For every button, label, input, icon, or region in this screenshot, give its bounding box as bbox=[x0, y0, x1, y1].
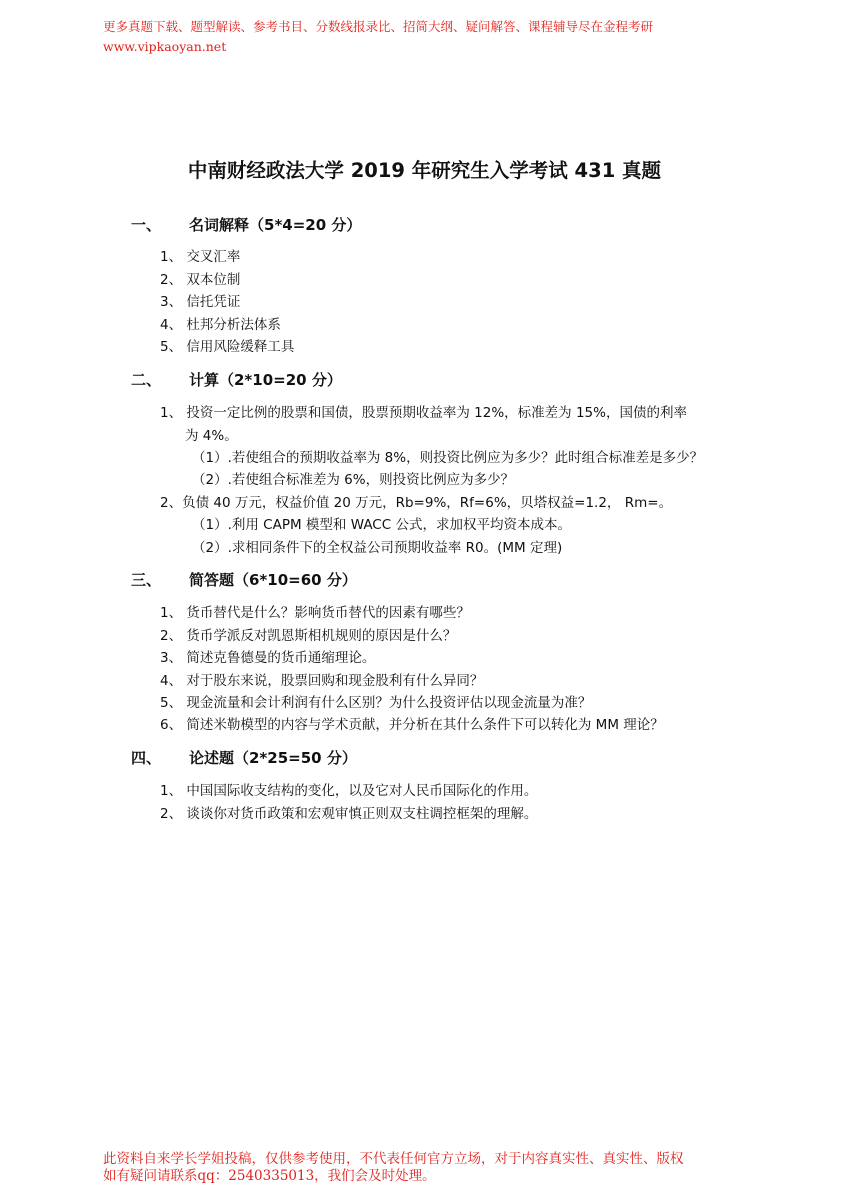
section-2-heading bbox=[131, 369, 342, 391]
list-item: 4、 杜邦分析法体系 bbox=[160, 317, 281, 333]
section-1-heading bbox=[131, 214, 361, 236]
list-item-continuation: 为 4%。 bbox=[185, 428, 238, 444]
section-title: 论述题（2*25=50 分） bbox=[189, 749, 357, 767]
list-item: 1、 交叉汇率 bbox=[160, 249, 241, 265]
list-item: 1、 货币替代是什么？影响货币替代的因素有哪些？ bbox=[160, 605, 470, 621]
list-item: 3、 信托凭证 bbox=[160, 294, 241, 310]
section-number: 一、 bbox=[131, 216, 162, 234]
section-number: 四、 bbox=[131, 749, 162, 767]
list-item: 2、 货币学派反对凯恩斯相机规则的原因是什么？ bbox=[160, 628, 457, 644]
list-item: 2、 谈谈你对货币政策和宏观审慎正则双支柱调控框架的理解。 bbox=[160, 806, 538, 822]
footer-contact: 如有疑问请联系qq：2540335013，我们会及时处理。 bbox=[103, 1168, 436, 1184]
footer-disclaimer: 此资料自来学长学姐投稿，仅供参考使用，不代表任何官方立场，对于内容真实性、真实性、版权 bbox=[103, 1151, 684, 1167]
sub-item: （1）.若使组合的预期收益率为 8%，则投资比例应为多少？此时组合标准差是多少？ bbox=[192, 450, 704, 466]
section-title: 名词解释（5*4=20 分） bbox=[189, 216, 362, 234]
header-website-link[interactable]: www.vipkaoyan.net bbox=[103, 39, 227, 54]
list-item: 4、 对于股东来说，股票回购和现金股利有什么异同？ bbox=[160, 673, 484, 689]
section-title: 计算（2*10=20 分） bbox=[189, 371, 342, 389]
sub-item: （2）.求相同条件下的全权益公司预期收益率 R0。(MM 定理) bbox=[192, 540, 563, 556]
list-item: 2、 双本位制 bbox=[160, 272, 241, 288]
list-item: 6、 简述米勒模型的内容与学术贡献，并分析在其什么条件下可以转化为 MM 理论？ bbox=[160, 717, 664, 733]
page-title: 中南财经政法大学 2019 年研究生入学考试 431 真题 bbox=[187, 159, 662, 182]
header-promo-text: 更多真题下载、题型解读、参考书目、分数线报录比、招简大纲、疑问解答、课程辅导尽在金程考研 bbox=[103, 19, 654, 34]
list-item: 1、 投资一定比例的股票和国债，股票预期收益率为 12%，标准差为 15%，国债的利率 bbox=[160, 405, 687, 421]
list-item: 5、 信用风险缓释工具 bbox=[160, 339, 295, 355]
list-item: 2、负债 40 万元，权益价值 20 万元，Rb=9%，Rf=6%，贝塔权益=1.2， Rm=。 bbox=[160, 495, 673, 511]
list-item: 3、 简述克鲁德曼的货币通缩理论。 bbox=[160, 650, 376, 666]
section-number: 三、 bbox=[131, 571, 162, 589]
section-4-heading bbox=[131, 747, 357, 769]
list-item: 5、 现金流量和会计利润有什么区别？为什么投资评估以现金流量为准？ bbox=[160, 695, 592, 711]
section-title: 简答题（6*10=60 分） bbox=[189, 571, 357, 589]
list-item: 1、 中国国际收支结构的变化，以及它对人民币国际化的作用。 bbox=[160, 783, 538, 799]
header-banner bbox=[103, 17, 823, 57]
section-3-heading bbox=[131, 569, 357, 591]
sub-item: （2）.若使组合标准差为 6%，则投资比例应为多少？ bbox=[192, 472, 515, 488]
section-number: 二、 bbox=[131, 371, 162, 389]
sub-item: （1）.利用 CAPM 模型和 WACC 公式，求加权平均资本成本。 bbox=[192, 517, 571, 533]
footer-banner bbox=[103, 1151, 823, 1185]
